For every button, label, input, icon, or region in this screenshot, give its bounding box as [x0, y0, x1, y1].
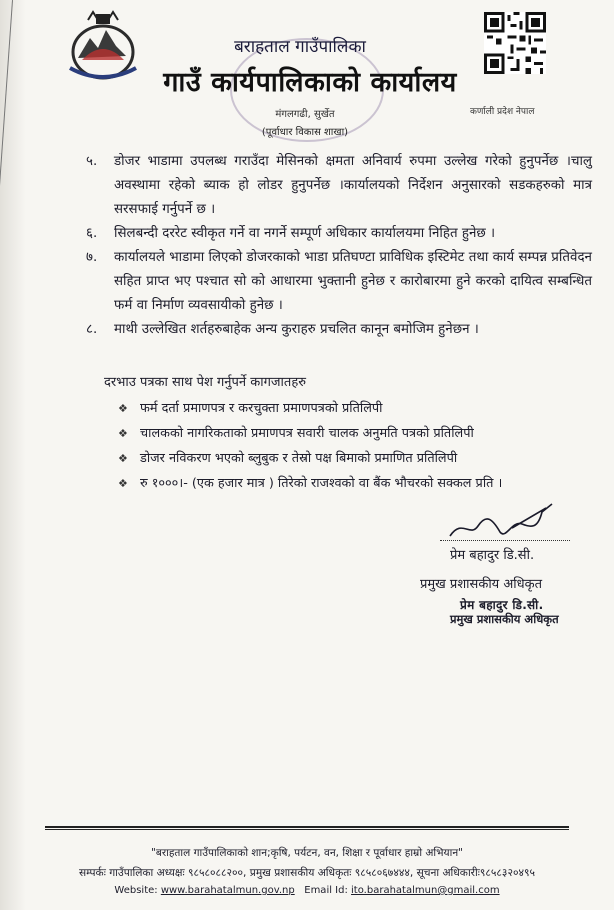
document-text: फर्म दर्ता प्रमाणपत्र र करचुक्ता प्रमाणपत्रको प्रतिलिपी [140, 401, 383, 416]
nepal-emblem-icon [60, 8, 146, 88]
diamond-bullet-icon: ❖ [118, 477, 128, 490]
office-title: गाउँ कार्यपालिकाको कार्यालय [163, 67, 457, 98]
condition-number: ८. [86, 322, 98, 337]
condition-item [86, 318, 592, 342]
condition-text: माथी उल्लेखित शर्तहरुबाहेक अन्य कुराहरु प्रचलित कानून बमोजिम हुनेछन । [114, 322, 479, 337]
page-edge-shadow [0, 0, 26, 910]
diamond-bullet-icon: ❖ [118, 452, 128, 465]
condition-number: ७. [86, 250, 98, 265]
qr-caption: कर्णाली प्रदेश नेपाल [470, 107, 535, 117]
footer-contact: सम्पर्कः गाउँपालिका अध्यक्षः ९८५८०८८२००, प्रमुख प्रशासकीय अधिकृतः ९८५८०६७४४४, सूचना अधिकारीः९८५८३२०४९५ [79, 867, 535, 879]
footer-rule [45, 826, 569, 828]
document-item [118, 421, 588, 446]
email-link[interactable]: ito.barahatalmun@gmail.com [351, 885, 500, 896]
document-item [118, 396, 588, 421]
qr-code-icon [484, 12, 546, 74]
conditions-list [86, 150, 592, 342]
stamp-title: प्रमुख प्रशासकीय अधिकृत [450, 612, 559, 626]
condition-text: डोजर भाडामा उपलब्ध गराउँदा मेसिनको क्षमता अनिवार्य रुपमा उल्लेख गरेको हुनुपर्नेछ ।चालु अवस्थामा रहेको ब्याक हो लोडर हुनुपर्नेछ ।कार्यालयको निर्देशन अनुसारको सडकहरुको मात्र सरसफाई गर्नुपर्ने छ । [114, 154, 592, 217]
condition-item [86, 246, 592, 318]
stamp-name: प्रेम बहादुर डि.सी. [460, 598, 544, 612]
footer-web-row [0, 885, 614, 896]
document-item [118, 471, 588, 496]
documents-list [118, 396, 588, 496]
footer-rule-thin [45, 829, 569, 830]
document-item [118, 446, 588, 471]
condition-item [86, 222, 592, 246]
diamond-bullet-icon: ❖ [118, 402, 128, 415]
condition-number: ५. [86, 154, 98, 169]
email-label: Email Id: [304, 885, 348, 896]
condition-text: सिलबन्दी दररेट स्वीकृत गर्ने वा नगर्ने सम्पूर्ण अधिकार कार्यालयमा निहित हुनेछ । [114, 226, 496, 241]
signature-line [440, 540, 570, 541]
document-text: चालकको नागरिकताको प्रमाणपत्र सवारी चालक अनुमति पत्रको प्रतिलिपी [140, 426, 474, 441]
diamond-bullet-icon: ❖ [118, 427, 128, 440]
condition-number: ६. [86, 226, 98, 241]
signatory-name: प्रेम बहादुर डि.सी. [450, 548, 535, 563]
footer-slogan: "बराहताल गाउँपालिकाको शान;कृषि, पर्यटन, वन, शिक्षा र पूर्वाधार हाम्रो अभियान" [151, 847, 463, 859]
office-location: मंगलगढी, सुर्खेत [275, 109, 335, 120]
documents-title: दरभाउ पत्रका साथ पेश गर्नुपर्ने कागजातहरु [104, 375, 307, 390]
municipality-name: बराहताल गाउँपालिका [234, 37, 366, 57]
condition-item [86, 150, 592, 222]
signatory-title: प्रमुख प्रशासकीय अधिकृत [420, 577, 543, 592]
website-label: Website: [114, 885, 158, 896]
document-text: डोजर नविकरण भएको ब्लुबुक र तेस्रो पक्ष बिमाको प्रमाणित प्रतिलिपी [140, 451, 458, 466]
website-link[interactable]: www.barahatalmun.gov.np [160, 885, 295, 896]
section-name: (पूर्वाधार विकास शाखा) [261, 127, 349, 138]
condition-text: कार्यालयले भाडामा लिएको डोजरकाको भाडा प्रतिघण्टा प्राविधिक इस्टिमेट तथा कार्य सम्पन्न प्रतिवेदन सहित प्राप्त भए पश्चात सो को आधारमा भुक्तानी हुनेछ र कारोबारमा हुने करको दायित्व सम्बन्धित फर्म वा निर्माण व्यवसायीको हुनेछ । [114, 250, 592, 313]
document-text: रु १०००।- (एक हजार मात्र ) तिरेको राजश्वको वा बैंक भौचरको सक्कल प्रति । [140, 476, 503, 491]
